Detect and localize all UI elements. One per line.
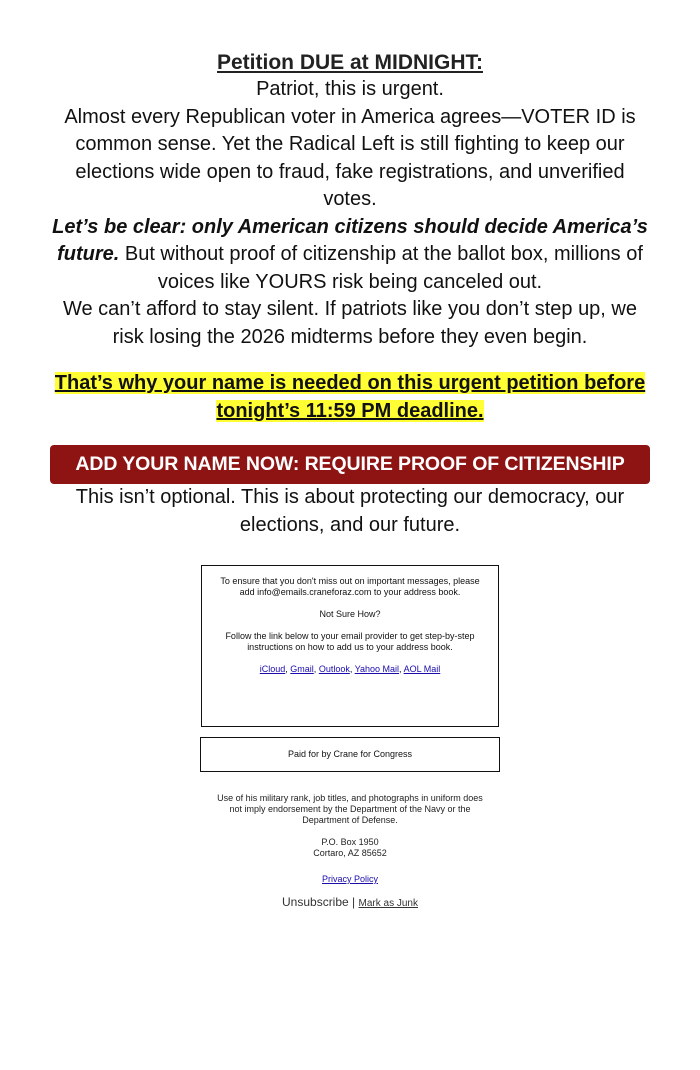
address-book-intro: To ensure that you don't miss out on important messages, please add info@emails.craneforaz.com to your address book. — [220, 576, 480, 597]
address-book-follow: Follow the link below to your email provider to get step-by-step instructions on how to add us to your address book. — [225, 631, 475, 652]
provider-link-outlook[interactable]: Outlook — [318, 664, 350, 674]
mark-as-junk-link[interactable]: Mark as Junk — [358, 898, 418, 909]
deadline-highlight-text: That’s why your name is needed on this urgent petition before tonight’s 11:59 PM deadline. — [54, 372, 646, 422]
provider-link-gmail[interactable]: Gmail — [290, 664, 314, 674]
citizens-emphasis: Let’s be clear: only American citizens should decide America’s future. — [52, 215, 648, 265]
paid-for-box — [200, 737, 500, 772]
citizens-rest: But without proof of citizenship at the ballot box, millions of voices like YOURS risk being canceled out. — [119, 243, 643, 293]
address-book-box — [201, 565, 499, 727]
page-title: Petition DUE at MIDNIGHT: — [217, 51, 483, 74]
footer-address-line1: P.O. Box 1950 — [321, 837, 379, 847]
provider-link-aol[interactable]: AOL Mail — [403, 664, 441, 674]
provider-links: iCloud, Gmail, Outlook, Yahoo Mail, AOL Mail — [259, 664, 441, 674]
address-book-not-sure: Not Sure How? — [319, 609, 381, 619]
privacy-policy-link[interactable]: Privacy Policy — [321, 874, 378, 884]
provider-link-yahoo[interactable]: Yahoo Mail — [354, 664, 400, 674]
paragraph-democracy: This isn’t optional. This is about protecting our democracy, our elections, and our future. — [75, 486, 625, 536]
paid-for-text: Paid for by Crane for Congress — [287, 749, 413, 759]
paragraph-midterms: We can’t afford to stay silent. If patriots like you don’t step up, we risk losing the 2026 midterms before they even begin. — [62, 298, 637, 348]
add-your-name-button[interactable]: ADD YOUR NAME NOW: REQUIRE PROOF OF CITIZENSHIP — [50, 445, 650, 484]
paragraph-citizens — [50, 214, 650, 297]
greeting: Patriot, this is urgent. — [256, 78, 444, 100]
unsubscribe-divider: | — [352, 895, 356, 909]
email-body — [50, 50, 650, 911]
provider-link-icloud[interactable]: iCloud — [259, 664, 286, 674]
paragraph-voter-id: Almost every Republican voter in America agrees—VOTER ID is common sense. Yet the Radical Left is still fighting to keep our elections wide open to fraud, fake registrations, and unverified votes. — [64, 105, 636, 210]
unsubscribe-row — [50, 895, 650, 911]
footer-disclaimer: Use of his military rank, job titles, and photographs in uniform does not imply endorsement by the Department of the Navy or the Department of Defense. — [217, 793, 483, 825]
deadline-highlight — [50, 369, 650, 425]
unsubscribe-link[interactable]: Unsubscribe — [282, 895, 349, 909]
footer-address-line2: Cortaro, AZ 85652 — [313, 848, 387, 858]
footer — [50, 793, 650, 885]
